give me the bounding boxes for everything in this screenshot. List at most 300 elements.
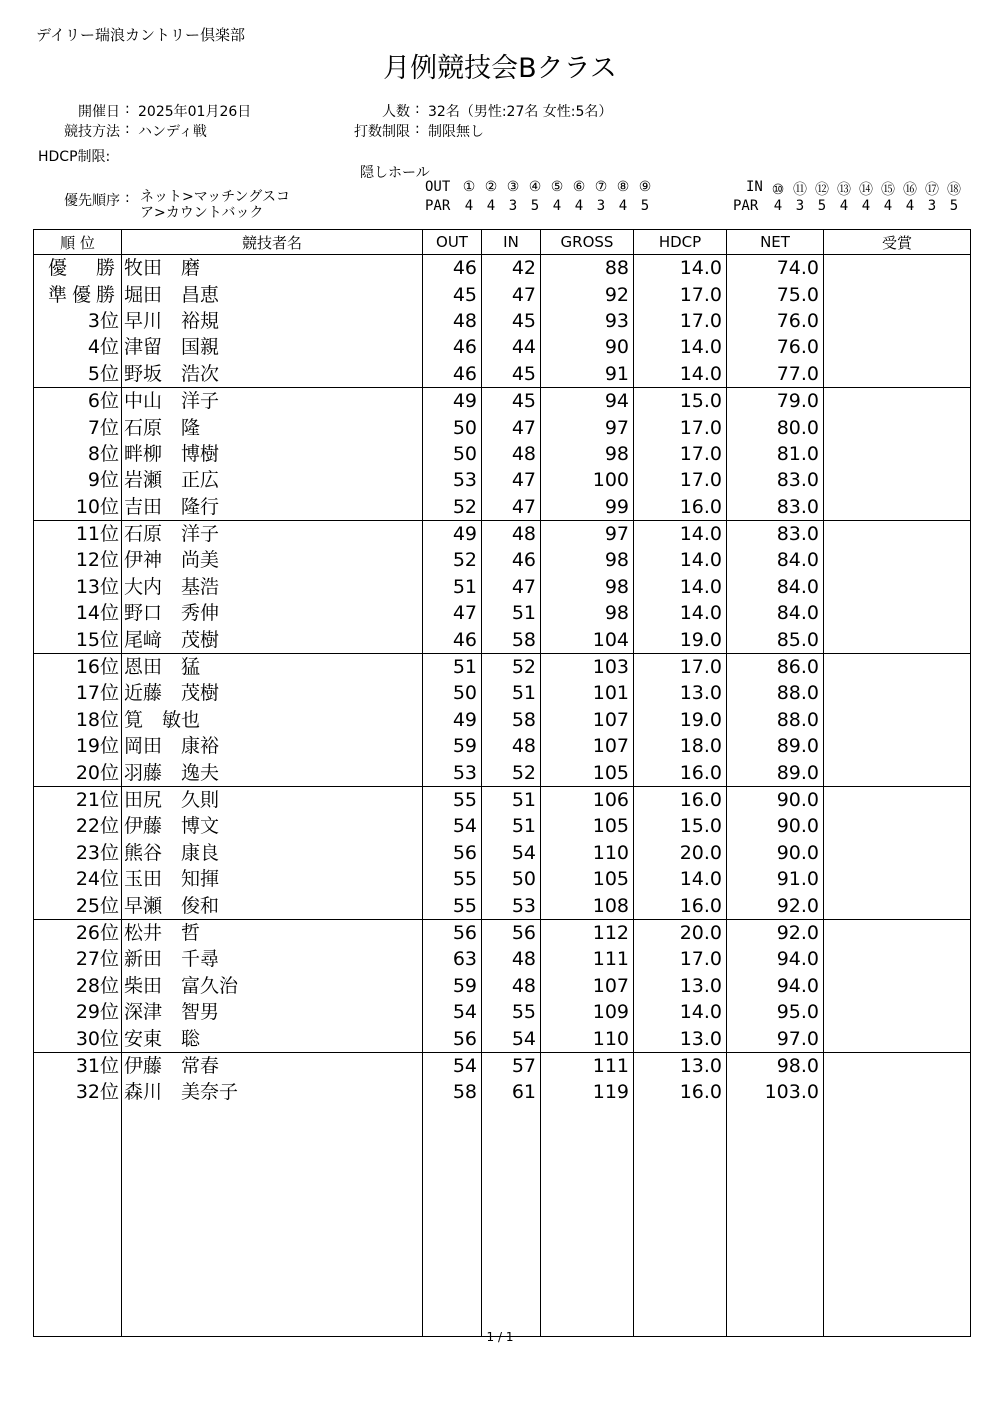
stroke-limit-label: 打数制限: [354, 124, 410, 140]
cell-player-name: 田尻 久則: [122, 786, 423, 813]
cell-hdcp: 17.0: [634, 467, 727, 493]
cell-hdcp: 13.0: [634, 1052, 727, 1079]
table-row: [34, 600, 971, 626]
cell-gross: 94: [541, 387, 634, 414]
cell-player-name: 安東 聡: [122, 1025, 423, 1052]
cell-rank: 13位: [34, 574, 122, 600]
header-out: OUT: [423, 230, 482, 255]
cell-gross: 105: [541, 813, 634, 839]
cell-net: 76.0: [727, 308, 824, 334]
cell-out: 54: [423, 1052, 482, 1079]
cell-gross: 112: [541, 919, 634, 946]
cell-out: 53: [423, 467, 482, 493]
cell-in: 58: [482, 626, 541, 653]
cell-out: 51: [423, 574, 482, 600]
cell-gross: 105: [541, 759, 634, 786]
cell-in: 45: [482, 361, 541, 388]
hole-par: 5: [817, 198, 827, 214]
empty-cell: [423, 1106, 482, 1337]
hidden-holes-label: 隠しホール: [360, 165, 430, 181]
table-row: [34, 281, 971, 307]
cell-in: 51: [482, 600, 541, 626]
header-award: 受賞: [824, 230, 971, 255]
out-label: OUT: [425, 179, 451, 195]
cell-hdcp: 14.0: [634, 574, 727, 600]
table-row: [34, 813, 971, 839]
cell-net: 94.0: [727, 946, 824, 972]
table-row: [34, 707, 971, 733]
hole-par: 3: [927, 198, 937, 214]
cell-award: [824, 441, 971, 467]
hole-par: 4: [464, 198, 474, 214]
hidden-hole-number: ③: [506, 179, 520, 195]
cell-in: 54: [482, 840, 541, 866]
cell-net: 83.0: [727, 520, 824, 547]
cell-net: 84.0: [727, 547, 824, 573]
cell-gross: 107: [541, 707, 634, 733]
cell-player-name: 野坂 浩次: [122, 361, 423, 388]
cell-gross: 107: [541, 733, 634, 759]
table-row: [34, 1079, 971, 1105]
cell-net: 89.0: [727, 733, 824, 759]
cell-player-name: 津留 国親: [122, 334, 423, 360]
hole-par: 4: [773, 198, 783, 214]
cell-player-name: 尾﨑 茂樹: [122, 626, 423, 653]
cell-net: 91.0: [727, 866, 824, 892]
cell-player-name: 伊藤 常春: [122, 1052, 423, 1079]
cell-rank: 5位: [34, 361, 122, 388]
cell-award: [824, 707, 971, 733]
cell-rank: 30位: [34, 1025, 122, 1052]
cell-award: [824, 626, 971, 653]
hole-par: 3: [795, 198, 805, 214]
table-row: [34, 892, 971, 919]
cell-award: [824, 733, 971, 759]
cell-award: [824, 467, 971, 493]
cell-hdcp: 14.0: [634, 999, 727, 1025]
cell-out: 58: [423, 1079, 482, 1105]
cell-player-name: 畔柳 博樹: [122, 441, 423, 467]
cell-in: 58: [482, 707, 541, 733]
cell-award: [824, 999, 971, 1025]
cell-player-name: 野口 秀伸: [122, 600, 423, 626]
hidden-hole-number: ⑧: [616, 179, 630, 195]
cell-out: 46: [423, 361, 482, 388]
cell-player-name: 早川 裕規: [122, 308, 423, 334]
hidden-hole-number: ⑯: [903, 182, 917, 198]
cell-player-name: 石原 洋子: [122, 520, 423, 547]
cell-hdcp: 16.0: [634, 786, 727, 813]
cell-out: 56: [423, 840, 482, 866]
cell-player-name: 玉田 知揮: [122, 866, 423, 892]
cell-hdcp: 14.0: [634, 547, 727, 573]
hdcp-limit-label: HDCP制限:: [38, 149, 111, 165]
cell-net: 92.0: [727, 919, 824, 946]
cell-in: 44: [482, 334, 541, 360]
cell-gross: 101: [541, 680, 634, 706]
cell-hdcp: 15.0: [634, 387, 727, 414]
table-row: [34, 255, 971, 282]
cell-out: 50: [423, 414, 482, 440]
table-row: [34, 840, 971, 866]
hidden-hole-number: ⑭: [859, 182, 873, 198]
cell-out: 63: [423, 946, 482, 972]
priority-line-1: ネット>マッチングスコ: [140, 189, 291, 205]
hidden-hole-number: ⑬: [837, 182, 851, 198]
cell-out: 50: [423, 441, 482, 467]
cell-in: 55: [482, 999, 541, 1025]
cell-net: 90.0: [727, 840, 824, 866]
cell-net: 94.0: [727, 973, 824, 999]
cell-player-name: 松井 哲: [122, 919, 423, 946]
cell-in: 46: [482, 547, 541, 573]
hole-par: 3: [596, 198, 606, 214]
cell-award: [824, 414, 971, 440]
table-row: [34, 520, 971, 547]
cell-in: 48: [482, 733, 541, 759]
cell-rank: 20位: [34, 759, 122, 786]
cell-player-name: 近藤 茂樹: [122, 680, 423, 706]
cell-in: 61: [482, 1079, 541, 1105]
cell-gross: 104: [541, 626, 634, 653]
cell-hdcp: 17.0: [634, 946, 727, 972]
cell-net: 95.0: [727, 999, 824, 1025]
empty-cell: [482, 1106, 541, 1337]
hidden-hole-number: ⑰: [925, 182, 939, 198]
cell-net: 90.0: [727, 786, 824, 813]
cell-in: 47: [482, 467, 541, 493]
cell-hdcp: 14.0: [634, 255, 727, 282]
players-value: 32名（男性:27名 女性:5名）: [428, 104, 613, 120]
cell-rank: 10位: [34, 494, 122, 521]
cell-rank: 25位: [34, 892, 122, 919]
cell-out: 56: [423, 1025, 482, 1052]
cell-net: 77.0: [727, 361, 824, 388]
cell-award: [824, 334, 971, 360]
cell-net: 80.0: [727, 414, 824, 440]
cell-net: 85.0: [727, 626, 824, 653]
cell-rank: 21位: [34, 786, 122, 813]
hidden-hole-number: ⑮: [881, 182, 895, 198]
cell-gross: 111: [541, 1052, 634, 1079]
cell-rank: 8位: [34, 441, 122, 467]
cell-gross: 97: [541, 520, 634, 547]
cell-net: 89.0: [727, 759, 824, 786]
hidden-hole-number: ⑥: [572, 179, 586, 195]
cell-out: 55: [423, 892, 482, 919]
cell-net: 90.0: [727, 813, 824, 839]
cell-player-name: 熊谷 康良: [122, 840, 423, 866]
header-rank: 順 位: [34, 230, 122, 255]
cell-gross: 109: [541, 999, 634, 1025]
table-row: [34, 441, 971, 467]
cell-out: 49: [423, 520, 482, 547]
cell-in: 52: [482, 759, 541, 786]
cell-award: [824, 308, 971, 334]
cell-rank: 29位: [34, 999, 122, 1025]
cell-in: 48: [482, 441, 541, 467]
cell-in: 54: [482, 1025, 541, 1052]
in-label: IN: [746, 179, 763, 195]
cell-gross: 106: [541, 786, 634, 813]
sep: :: [415, 121, 420, 137]
cell-hdcp: 16.0: [634, 494, 727, 521]
cell-player-name: 深津 智男: [122, 999, 423, 1025]
cell-rank: 27位: [34, 946, 122, 972]
table-row: [34, 626, 971, 653]
cell-player-name: 恩田 猛: [122, 653, 423, 680]
cell-out: 49: [423, 707, 482, 733]
cell-net: 98.0: [727, 1052, 824, 1079]
hidden-hole-number: ⑦: [594, 179, 608, 195]
empty-cell: [541, 1106, 634, 1337]
cell-award: [824, 813, 971, 839]
cell-out: 53: [423, 759, 482, 786]
cell-player-name: 岩瀬 正広: [122, 467, 423, 493]
empty-cell: [824, 1106, 971, 1337]
empty-cell: [122, 1106, 423, 1337]
cell-award: [824, 759, 971, 786]
cell-award: [824, 840, 971, 866]
cell-net: 84.0: [727, 600, 824, 626]
cell-gross: 90: [541, 334, 634, 360]
cell-player-name: 中山 洋子: [122, 387, 423, 414]
cell-award: [824, 600, 971, 626]
cell-in: 56: [482, 919, 541, 946]
cell-net: 75.0: [727, 281, 824, 307]
hole-par: 4: [905, 198, 915, 214]
cell-out: 49: [423, 387, 482, 414]
cell-gross: 98: [541, 547, 634, 573]
cell-out: 59: [423, 973, 482, 999]
priority-label: 優先順序: [64, 193, 120, 209]
page-number: 1 / 1: [486, 1330, 514, 1344]
cell-net: 103.0: [727, 1079, 824, 1105]
cell-hdcp: 14.0: [634, 520, 727, 547]
cell-hdcp: 17.0: [634, 441, 727, 467]
cell-hdcp: 13.0: [634, 1025, 727, 1052]
cell-gross: 110: [541, 1025, 634, 1052]
cell-out: 46: [423, 255, 482, 282]
table-row: [34, 414, 971, 440]
cell-award: [824, 866, 971, 892]
cell-hdcp: 13.0: [634, 680, 727, 706]
table-row: [34, 467, 971, 493]
cell-net: 79.0: [727, 387, 824, 414]
cell-in: 47: [482, 574, 541, 600]
page-title: 月例競技会Bクラス: [383, 53, 617, 84]
cell-in: 48: [482, 946, 541, 972]
cell-in: 50: [482, 866, 541, 892]
cell-hdcp: 20.0: [634, 919, 727, 946]
cell-in: 52: [482, 653, 541, 680]
cell-rank: 32位: [34, 1079, 122, 1105]
cell-rank: 16位: [34, 653, 122, 680]
cell-out: 46: [423, 626, 482, 653]
table-row: [34, 999, 971, 1025]
cell-award: [824, 547, 971, 573]
cell-player-name: 岡田 康裕: [122, 733, 423, 759]
hole-par: 4: [861, 198, 871, 214]
cell-award: [824, 919, 971, 946]
hidden-hole-number: ⑩: [771, 182, 785, 198]
hole-par: 3: [508, 198, 518, 214]
table-row: [34, 334, 971, 360]
cell-player-name: 伊神 尚美: [122, 547, 423, 573]
cell-in: 47: [482, 414, 541, 440]
cell-award: [824, 387, 971, 414]
cell-award: [824, 653, 971, 680]
cell-hdcp: 16.0: [634, 1079, 727, 1105]
club-name: デイリー瑞浪カントリー倶楽部: [36, 26, 245, 44]
cell-out: 54: [423, 999, 482, 1025]
cell-in: 48: [482, 520, 541, 547]
cell-rank: 6位: [34, 387, 122, 414]
cell-net: 76.0: [727, 334, 824, 360]
hidden-hole-number: ⑨: [638, 179, 652, 195]
cell-award: [824, 786, 971, 813]
cell-out: 50: [423, 680, 482, 706]
table-row: [34, 680, 971, 706]
cell-hdcp: 13.0: [634, 973, 727, 999]
table-row: [34, 866, 971, 892]
cell-gross: 105: [541, 866, 634, 892]
cell-out: 47: [423, 600, 482, 626]
cell-in: 51: [482, 786, 541, 813]
cell-in: 47: [482, 494, 541, 521]
header-in: IN: [482, 230, 541, 255]
cell-out: 54: [423, 813, 482, 839]
date-label: 開催日: [78, 104, 120, 120]
cell-rank: 15位: [34, 626, 122, 653]
cell-out: 55: [423, 786, 482, 813]
cell-award: [824, 494, 971, 521]
cell-rank: 11位: [34, 520, 122, 547]
table-row: [34, 574, 971, 600]
table-row: [34, 946, 971, 972]
cell-rank: 28位: [34, 973, 122, 999]
cell-gross: 99: [541, 494, 634, 521]
cell-hdcp: 17.0: [634, 281, 727, 307]
table-row: [34, 653, 971, 680]
cell-in: 42: [482, 255, 541, 282]
table-row: [34, 494, 971, 521]
table-row: [34, 733, 971, 759]
out-hidden-holes: [458, 179, 656, 195]
hidden-hole-number: ④: [528, 179, 542, 195]
cell-out: 52: [423, 494, 482, 521]
cell-net: 92.0: [727, 892, 824, 919]
cell-out: 55: [423, 866, 482, 892]
cell-hdcp: 17.0: [634, 414, 727, 440]
sep: :: [415, 101, 420, 117]
cell-gross: 91: [541, 361, 634, 388]
cell-gross: 103: [541, 653, 634, 680]
method-value: ハンディ戦: [138, 124, 207, 140]
empty-cell: [634, 1106, 727, 1337]
table-row: [34, 973, 971, 999]
cell-rank: 19位: [34, 733, 122, 759]
cell-rank: 7位: [34, 414, 122, 440]
cell-player-name: 牧田 磨: [122, 255, 423, 282]
cell-in: 45: [482, 387, 541, 414]
cell-net: 86.0: [727, 653, 824, 680]
cell-hdcp: 18.0: [634, 733, 727, 759]
cell-net: 97.0: [727, 1025, 824, 1052]
hole-par: 5: [949, 198, 959, 214]
date-value: 2025年01月26日: [138, 104, 252, 120]
cell-hdcp: 14.0: [634, 361, 727, 388]
results-table: [33, 229, 971, 1337]
cell-award: [824, 946, 971, 972]
hole-par: 4: [574, 198, 584, 214]
hole-par: 4: [883, 198, 893, 214]
hole-par: 5: [640, 198, 650, 214]
cell-in: 57: [482, 1052, 541, 1079]
cell-hdcp: 20.0: [634, 840, 727, 866]
cell-gross: 110: [541, 840, 634, 866]
hole-par: 4: [618, 198, 628, 214]
cell-award: [824, 255, 971, 282]
cell-hdcp: 17.0: [634, 653, 727, 680]
cell-gross: 111: [541, 946, 634, 972]
cell-player-name: 大内 基浩: [122, 574, 423, 600]
hidden-hole-number: ⑤: [550, 179, 564, 195]
header-gross: GROSS: [541, 230, 634, 255]
cell-out: 51: [423, 653, 482, 680]
cell-player-name: 石原 隆: [122, 414, 423, 440]
cell-gross: 100: [541, 467, 634, 493]
cell-rank: 14位: [34, 600, 122, 626]
cell-gross: 97: [541, 414, 634, 440]
cell-hdcp: 17.0: [634, 308, 727, 334]
hidden-hole-number: ⑱: [947, 182, 961, 198]
cell-award: [824, 1079, 971, 1105]
cell-rank: 23位: [34, 840, 122, 866]
table-row: [34, 361, 971, 388]
cell-player-name: 吉田 隆行: [122, 494, 423, 521]
cell-rank: 優 勝: [34, 255, 122, 282]
header-hdcp: HDCP: [634, 230, 727, 255]
out-par-values: [458, 198, 656, 214]
cell-rank: 17位: [34, 680, 122, 706]
cell-hdcp: 19.0: [634, 707, 727, 733]
cell-rank: 18位: [34, 707, 122, 733]
table-row: [34, 759, 971, 786]
priority-line-2: ア>カウントバック: [140, 205, 264, 221]
cell-player-name: 筧 敏也: [122, 707, 423, 733]
cell-out: 59: [423, 733, 482, 759]
cell-player-name: 新田 千尋: [122, 946, 423, 972]
hole-par: 5: [530, 198, 540, 214]
cell-in: 51: [482, 680, 541, 706]
sep: :: [125, 121, 130, 137]
in-par-label: PAR: [733, 198, 759, 214]
hidden-hole-number: ⑫: [815, 182, 829, 198]
players-label: 人数: [382, 104, 410, 120]
cell-in: 45: [482, 308, 541, 334]
cell-gross: 98: [541, 574, 634, 600]
cell-hdcp: 14.0: [634, 334, 727, 360]
cell-award: [824, 892, 971, 919]
cell-out: 46: [423, 334, 482, 360]
cell-gross: 119: [541, 1079, 634, 1105]
table-row: [34, 1025, 971, 1052]
cell-out: 48: [423, 308, 482, 334]
cell-player-name: 森川 美奈子: [122, 1079, 423, 1105]
cell-rank: 26位: [34, 919, 122, 946]
cell-net: 88.0: [727, 680, 824, 706]
